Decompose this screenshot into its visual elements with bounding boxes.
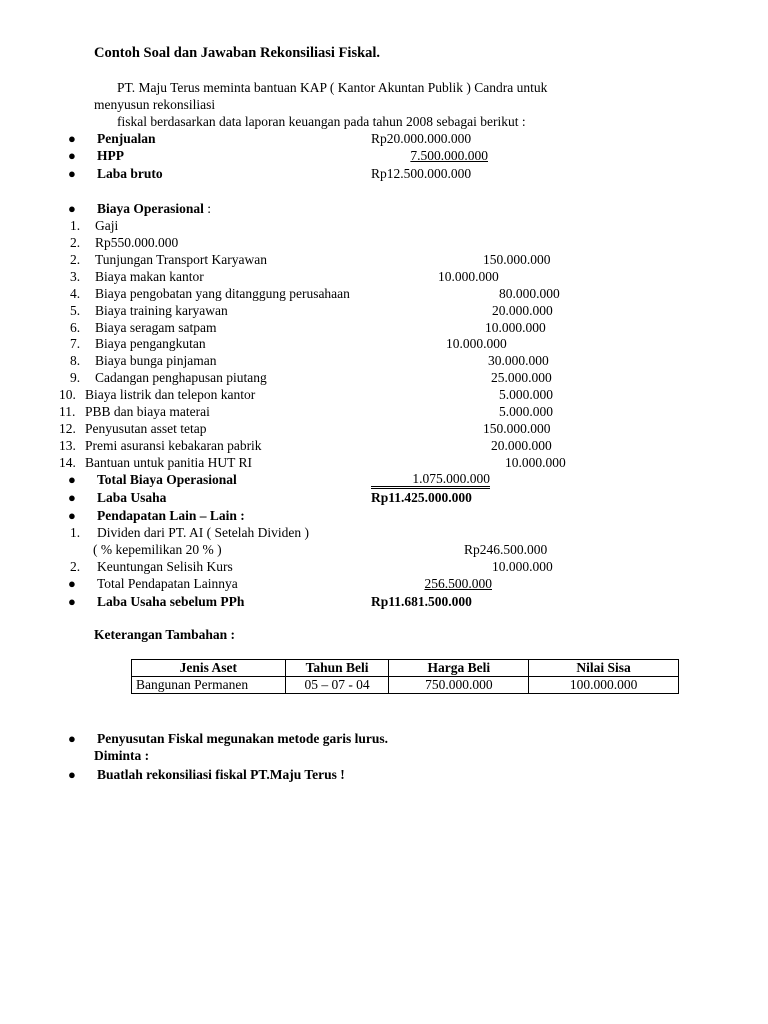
bullet-icon: ● [68, 767, 76, 782]
bullet-icon: ● [68, 490, 76, 505]
item-number: 11. [59, 404, 76, 419]
item-value: 30.000.000 [488, 353, 549, 368]
item-number: 5. [70, 303, 81, 318]
item-label: Cadangan penghapusan piutang [95, 370, 267, 385]
item-number: 2. [70, 235, 81, 250]
table-cell: 05 – 07 - 04 [285, 677, 389, 694]
keterangan-heading: Keterangan Tambahan : [94, 627, 236, 642]
intro-line-1: PT. Maju Terus meminta bantuan KAP ( Kantor Akuntan Publik ) Candra untuk [117, 80, 548, 95]
bullet-icon: ● [68, 576, 76, 591]
item-number: 2. [70, 559, 81, 574]
bullet-icon: ● [68, 148, 76, 163]
item-label: Biaya seragam satpam [95, 320, 217, 335]
item-label: Biaya pengangkutan [95, 336, 206, 351]
footer-task: Buatlah rekonsiliasi fiskal PT.Maju Terus ! [97, 767, 345, 782]
summary-label: Laba bruto [97, 166, 163, 181]
item-number: 1. [70, 218, 81, 233]
item-number: 14. [59, 455, 76, 470]
item-number: 9. [70, 370, 81, 385]
intro-line-3: fiskal berdasarkan data laporan keuangan pada tahun 2008 sebagai berikut : [117, 114, 526, 129]
item-label: Biaya pengobatan yang ditanggung perusahaan [95, 286, 350, 301]
item-value: 80.000.000 [499, 286, 560, 301]
item-label: Rp550.000.000 [95, 235, 179, 250]
bullet-icon: ● [68, 472, 76, 487]
item-number: 10. [59, 387, 76, 402]
item-sublabel: ( % kepemilikan 20 % ) [93, 542, 222, 557]
item-label: Biaya listrik dan telepon kantor [85, 387, 256, 402]
summary-label: HPP [97, 148, 124, 163]
bullet-icon: ● [68, 594, 76, 609]
summary-label: Penjualan [97, 131, 156, 146]
total-pendapatan-label: Total Pendapatan Lainnya [97, 576, 238, 591]
total-pendapatan-value: 256.500.000 [424, 576, 492, 591]
total-biaya-value: 1.075.000.000 [371, 471, 490, 489]
laba-sebelum-pph-label: Laba Usaha sebelum PPh [97, 594, 245, 609]
item-label: Biaya training karyawan [95, 303, 228, 318]
table-cell: 750.000.000 [389, 677, 529, 694]
item-value: 5.000.000 [499, 404, 553, 419]
laba-sebelum-pph-value: Rp11.681.500.000 [371, 594, 472, 609]
item-number: 8. [70, 353, 81, 368]
item-label: PBB dan biaya materai [85, 404, 210, 419]
pendapatan-heading: Pendapatan Lain – Lain : [97, 508, 245, 523]
item-label: Keuntungan Selisih Kurs [97, 559, 233, 574]
item-value: Rp246.500.000 [464, 542, 548, 557]
laba-usaha-value: Rp11.425.000.000 [371, 490, 472, 505]
bullet-icon: ● [68, 166, 76, 181]
item-number: 7. [70, 336, 81, 351]
total-biaya-label: Total Biaya Operasional [97, 472, 237, 487]
item-value: 25.000.000 [491, 370, 552, 385]
item-value: 10.000.000 [446, 336, 507, 351]
item-value: 10.000.000 [438, 269, 499, 284]
item-value: 150.000.000 [483, 252, 551, 267]
column-header: Jenis Aset [132, 660, 286, 677]
column-header: Harga Beli [389, 660, 529, 677]
bullet-icon: ● [68, 201, 76, 216]
item-number: 6. [70, 320, 81, 335]
item-value: 5.000.000 [499, 387, 553, 402]
item-value: 20.000.000 [492, 303, 553, 318]
item-value: 150.000.000 [483, 421, 551, 436]
table-cell: 100.000.000 [529, 677, 679, 694]
page-title: Contoh Soal dan Jawaban Rekonsiliasi Fiskal. [94, 45, 381, 61]
summary-value: Rp12.500.000.000 [371, 166, 472, 181]
asset-table [131, 659, 679, 694]
bullet-icon: ● [68, 131, 76, 146]
diminta-label: Diminta : [94, 748, 150, 763]
item-value: 10.000.000 [505, 455, 566, 470]
item-number: 2. [70, 252, 81, 267]
item-label: Biaya bunga pinjaman [95, 353, 217, 368]
item-number: 3. [70, 269, 81, 284]
item-value: 10.000.000 [485, 320, 546, 335]
biaya-heading-colon: : [207, 201, 212, 216]
item-number: 12. [59, 421, 76, 436]
biaya-heading: Biaya Operasional [97, 201, 204, 216]
laba-usaha-label: Laba Usaha [97, 490, 167, 505]
item-label: Dividen dari PT. AI ( Setelah Dividen ) [97, 525, 309, 540]
bullet-icon: ● [68, 731, 76, 746]
item-label: Premi asuransi kebakaran pabrik [85, 438, 262, 453]
intro-line-2: menyusun rekonsiliasi [94, 97, 216, 112]
item-label: Biaya makan kantor [95, 269, 204, 284]
table-cell: Bangunan Permanen [132, 677, 286, 694]
item-label: Penyusutan asset tetap [85, 421, 207, 436]
table-row [132, 677, 679, 694]
summary-value: 7.500.000.000 [410, 148, 488, 163]
footer-note: Penyusutan Fiskal megunakan metode garis lurus. [97, 731, 389, 746]
item-label: Tunjungan Transport Karyawan [95, 252, 267, 267]
item-number: 1. [70, 525, 81, 540]
bullet-icon: ● [68, 508, 76, 523]
item-number: 4. [70, 286, 81, 301]
column-header: Tahun Beli [285, 660, 389, 677]
asset-table-header [132, 660, 679, 677]
summary-value: Rp20.000.000.000 [371, 131, 472, 146]
column-header: Nilai Sisa [529, 660, 679, 677]
item-value: 10.000.000 [492, 559, 553, 574]
item-label: Gaji [95, 218, 119, 233]
item-label: Bantuan untuk panitia HUT RI [85, 455, 252, 470]
item-value: 20.000.000 [491, 438, 552, 453]
item-number: 13. [59, 438, 76, 453]
